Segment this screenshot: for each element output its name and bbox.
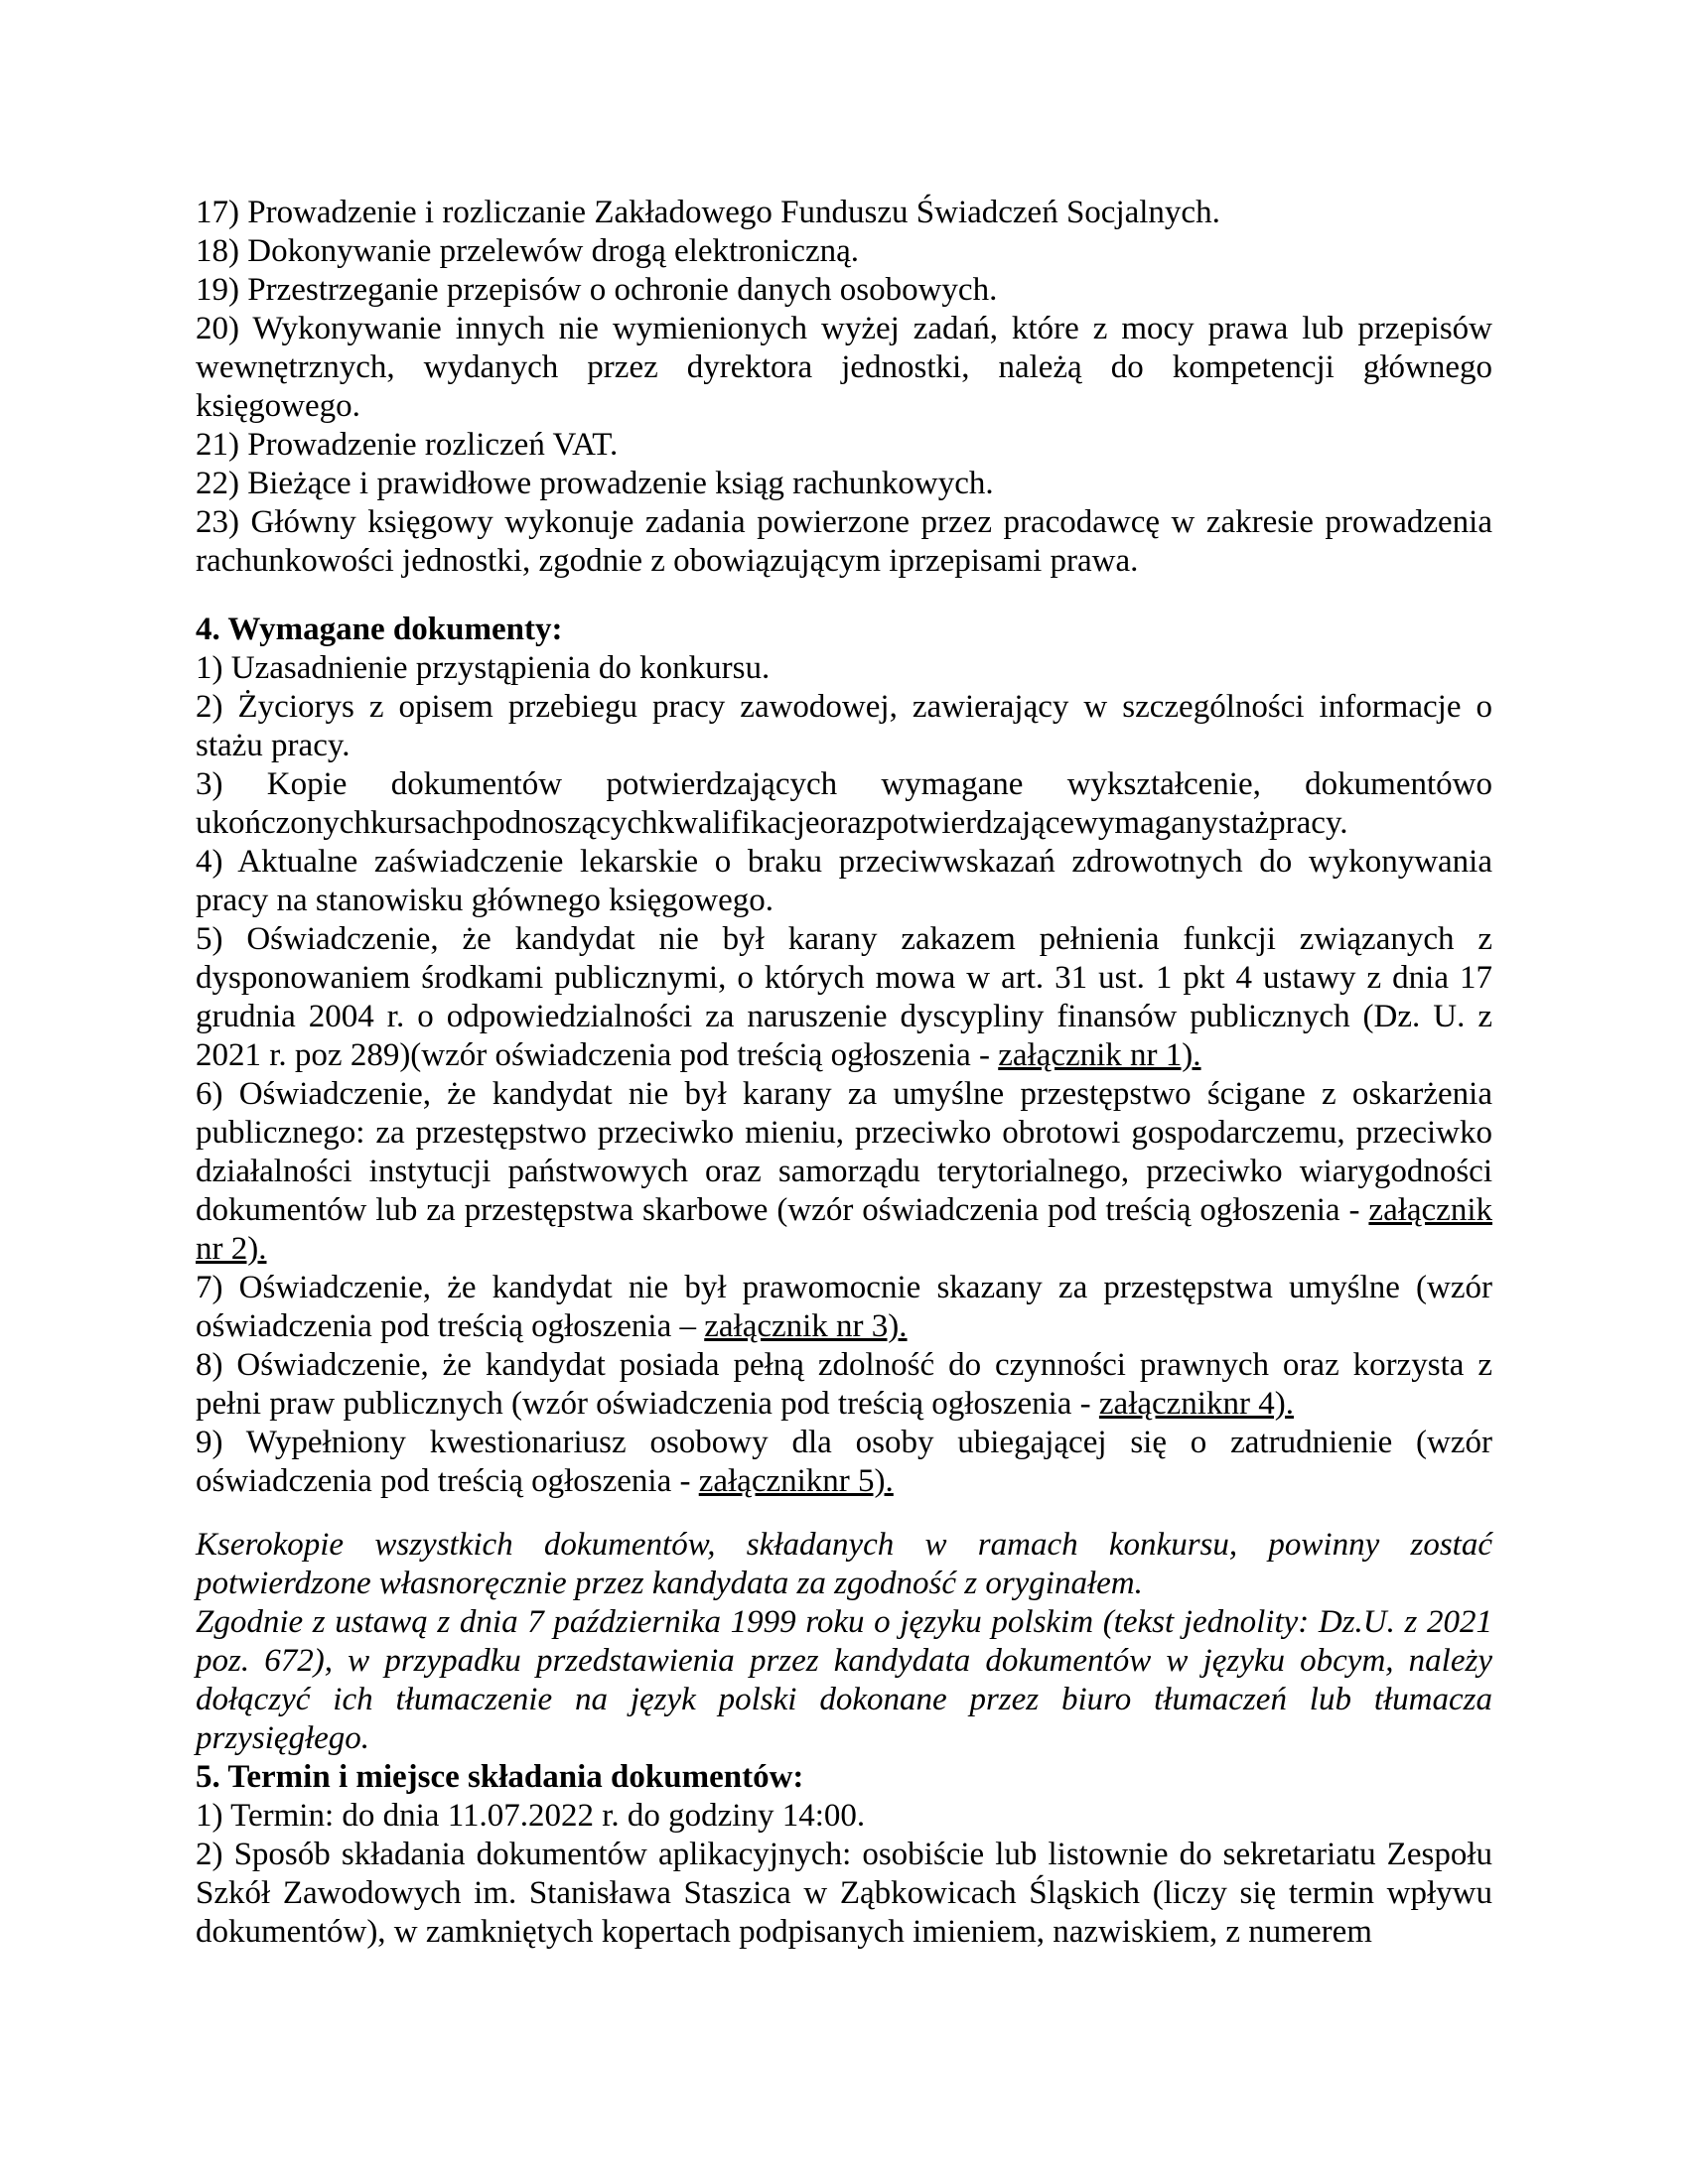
required-doc-item-2: 2) Życiorys z opisem przebiegu pracy zawodowej, zawierający w szczególności informacje o stażu pracy. [196, 689, 1492, 763]
required-doc-item-9 [196, 1424, 1492, 1501]
note-copies: Kserokopie wszystkich dokumentów, składanych w ramach konkursu, powinny zostać potwierdzone własnoręcznie przez kandydata za zgodność z oryginałem. [196, 1527, 1492, 1601]
required-doc-item-9-text: 9) Wypełniony kwestionariusz osobowy dla osoby ubiegającej się o zatrudnienie (wzór oświadczenia pod treścią ogłoszenia - [196, 1425, 1492, 1499]
required-doc-item-4: 4) Aktualne zaświadczenie lekarskie o braku przeciwwskazań zdrowotnych do wykonywania pracy na stanowisku głównego księgowego. [196, 844, 1492, 918]
deadline-item-2: 2) Sposób składania dokumentów aplikacyjnych: osobiście lub listownie do sekretariatu Zespołu Szkół Zawodowych im. Stanisława Staszica w Ząbkowicach Śląskich (liczy się termin wpływu dokumentów), w zamkniętych kopertach podpisanych imieniem, nazwiskiem, z numerem [196, 1837, 1492, 1950]
attachment-ref-2: załącznik nr 2). [196, 1192, 1492, 1267]
task-item-20: 20) Wykonywanie innych nie wymienionych wyżej zadań, które z mocy prawa lub przepisów wewnętrznych, wydanych przez dyrektora jednostki, należą do kompetencji głównego księgowego. [196, 311, 1492, 424]
required-doc-item-7 [196, 1269, 1492, 1346]
required-doc-item-1: 1) Uzasadnienie przystąpienia do konkursu. [196, 650, 771, 686]
required-doc-item-5 [196, 920, 1492, 1075]
required-doc-item-7-text: 7) Oświadczenie, że kandydat nie był prawomocnie skazany za przestępstwa umyślne (wzór oświadczenia pod treścią ogłoszenia – [196, 1270, 1492, 1344]
task-item-17: 17) Prowadzenie i rozliczanie Zakładowego Funduszu Świadczeń Socjalnych. [196, 195, 1220, 230]
required-doc-item-5-text: 5) Oświadczenie, że kandydat nie był karany zakazem pełnienia funkcji związanych z dysponowaniem środkami publicznymi, o których mowa w art. 31 ust. 1 pkt 4 ustawy z dnia 17 grudnia 2004 r. o odpowiedzialności za naruszenie dyscypliny finansów publicznych (Dz. U. z 2021 r. poz 289)(wzór oświadczenia pod treścią ogłoszenia - [196, 921, 1492, 1073]
required-doc-item-6 [196, 1075, 1492, 1269]
required-doc-item-8 [196, 1346, 1492, 1424]
attachment-ref-1: załącznik nr 1). [998, 1037, 1201, 1073]
section-5-heading: 5. Termin i miejsce składania dokumentów: [196, 1759, 804, 1795]
section-gap [196, 581, 1492, 611]
note-language: Zgodnie z ustawą z dnia 7 października 1999 roku o języku polskim (tekst jednolity: Dz.U. z 2021 poz. 672), w przypadku przedstawienia przez kandydata dokumentów w języku obcym, należy dołączyć ich tłumaczenie na język polski dokonane przez biuro tłumaczeń lub tłumacza przysięgłego. [196, 1604, 1492, 1756]
deadline-item-1: 1) Termin: do dnia 11.07.2022 r. do godziny 14:00. [196, 1798, 866, 1834]
task-item-22: 22) Bieżące i prawidłowe prowadzenie ksiąg rachunkowych. [196, 466, 994, 501]
task-item-18: 18) Dokonywanie przelewów drogą elektroniczną. [196, 233, 859, 269]
section-4-heading: 4. Wymagane dokumenty: [196, 612, 563, 647]
required-doc-item-3: 3) Kopie dokumentów potwierdzających wymagane wykształcenie, dokumentówo ukończonychkursachpodnoszącychkwalifikacjeorazpotwierdzającewymaganystażpracy. [196, 766, 1492, 841]
required-doc-item-8-text: 8) Oświadczenie, że kandydat posiada pełną zdolność do czynności prawnych oraz korzysta z pełni praw publicznych (wzór oświadczenia pod treścią ogłoszenia - [196, 1347, 1492, 1422]
document-page [196, 194, 1492, 1952]
attachment-ref-4: załączniknr 4). [1098, 1386, 1294, 1422]
task-item-19: 19) Przestrzeganie przepisów o ochronie danych osobowych. [196, 272, 998, 308]
attachment-ref-5: załączniknr 5). [698, 1463, 894, 1499]
attachment-ref-3: załącznik nr 3). [704, 1308, 908, 1344]
task-item-21: 21) Prowadzenie rozliczeń VAT. [196, 427, 619, 463]
task-item-23: 23) Główny księgowy wykonuje zadania powierzone przez pracodawcę w zakresie prowadzenia rachunkowości jednostki, zgodnie z obowiązującym iprzepisami prawa. [196, 504, 1492, 579]
required-doc-item-6-text: 6) Oświadczenie, że kandydat nie był karany za umyślne przestępstwo ścigane z oskarżenia publicznego: za przestępstwo przeciwko mieniu, przeciwko obrotowi gospodarczemu, przeciwko działalności instytucji państwowych oraz samorządu terytorialnego, przeciwko wiarygodności dokumentów lub za przestępstwa skarbowe (wzór oświadczenia pod treścią ogłoszenia - [196, 1076, 1492, 1228]
section-gap [196, 1501, 1492, 1526]
